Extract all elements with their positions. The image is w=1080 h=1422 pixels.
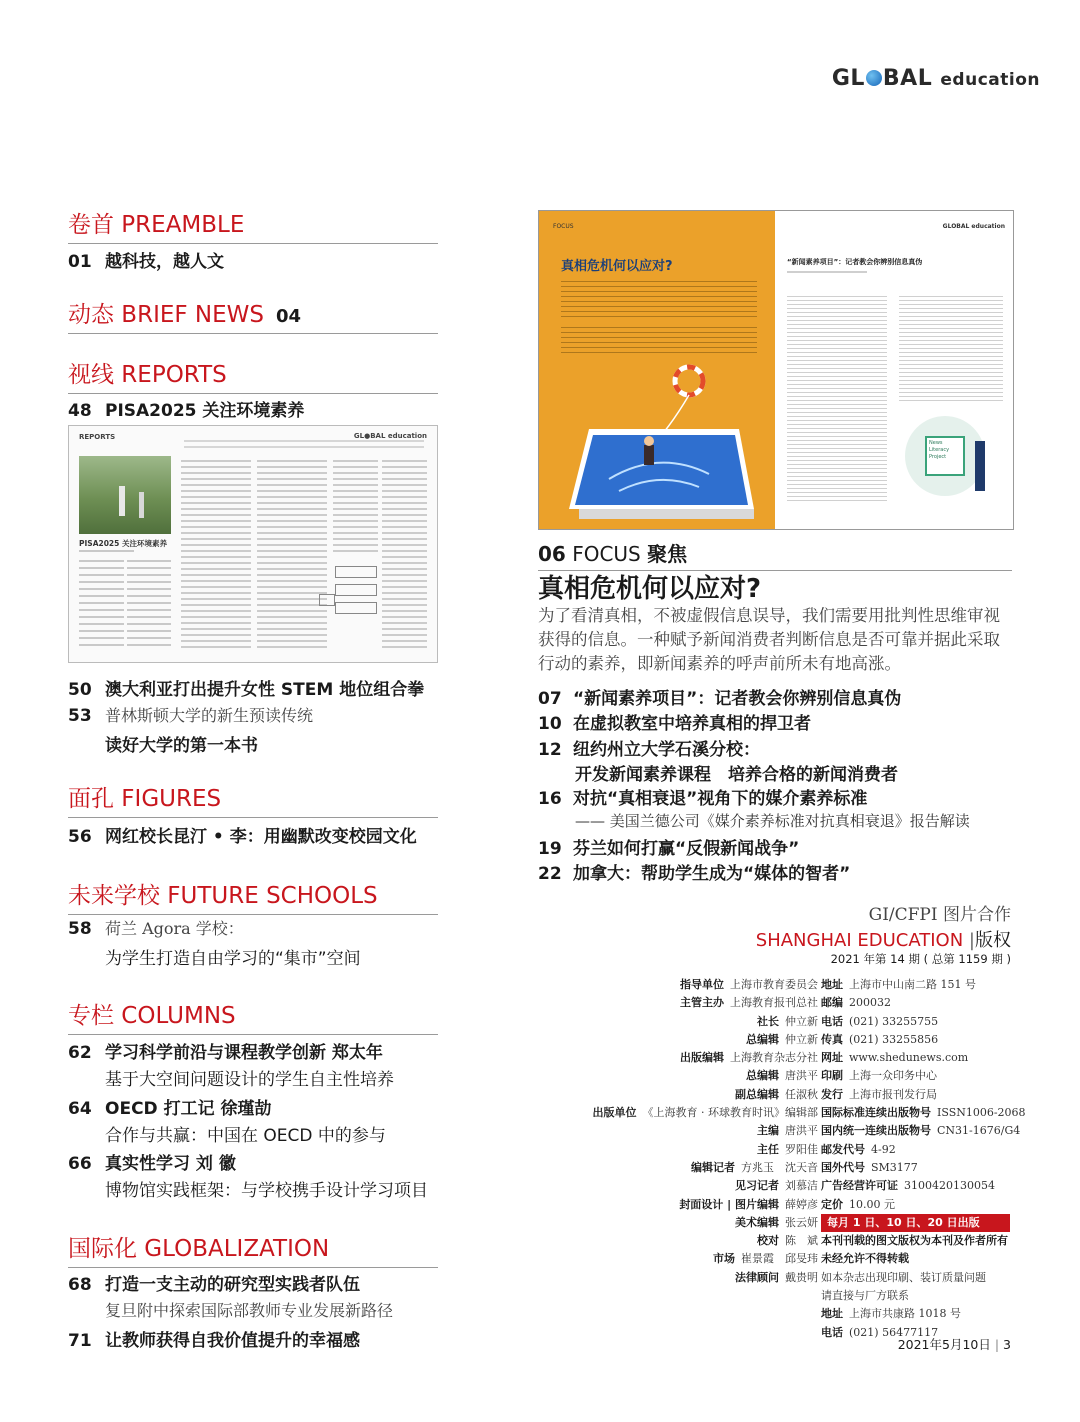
toc-item[interactable]: 53 普林斯顿大学的新生预读传统 [68, 706, 314, 726]
rights-notice: 未经允许不得转载 [821, 1252, 909, 1266]
toc-item[interactable]: 58 荷兰 Agora 学校： [68, 919, 244, 939]
page-footer: 2021年5月10日 | 3 [897, 1337, 1011, 1352]
info-row: 传真 (021) 33255856 [821, 1032, 939, 1046]
masthead-row: 出版编辑 上海教育杂志分社 [680, 1051, 818, 1065]
masthead-row: 指导单位 上海市教育委员会 [680, 978, 818, 991]
thumb-label: REPORTS [79, 433, 116, 441]
issue-number: 2021 年第 14 期 ( 总第 1159 期 ) [830, 952, 1011, 966]
publication-info [821, 976, 1026, 1342]
focus-heading: 06 FOCUS 聚焦 [538, 538, 1012, 571]
focus-thumb-right-title: “新闻素养项目”：记者教会你辨别信息真伪 [787, 258, 923, 266]
masthead-row: 校对 陈 斌 [757, 1234, 818, 1248]
toc-item[interactable]: 66 真实性学习 刘 徽 [68, 1154, 236, 1174]
masthead-row: 美术编辑 张云妍 [735, 1215, 818, 1229]
toc-item[interactable]: 19 芬兰如何打赢“反假新闻战争” [538, 839, 800, 859]
toc-subtitle: 开发新闻素养课程 培养合格的新闻消费者 [575, 765, 898, 785]
section-reports: 视线 REPORTS [68, 356, 438, 394]
toc-item[interactable]: 12 纽约州立大学石溪分校： [538, 740, 760, 760]
info-row: 电话 (021) 56477117 [821, 1325, 939, 1339]
globe-icon [866, 70, 882, 86]
publisher-line: SHANGHAI EDUCATION |版权 [755, 930, 1011, 951]
toc-subtitle: 读好大学的第一本书 [105, 736, 258, 756]
toc-subtitle: —— 美国兰德公司《媒介素养标准对抗真相衰退》报告解读 [575, 812, 970, 830]
focus-thumb-logo: GLOBAL education [942, 223, 1005, 230]
info-row: 地址 上海市中山南二路 151 号 [821, 978, 976, 991]
info-row: 发行 上海市报刊发行局 [821, 1087, 937, 1101]
toc-subtitle: 为学生打造自由学习的“集市”空间 [105, 949, 361, 969]
masthead-row: 编辑记者 方兆玉 沈天音 [691, 1160, 818, 1174]
toc-item[interactable]: 64 OECD 打工记 徐瑾劼 [68, 1099, 272, 1119]
masthead-row: 总编辑 唐洪平 [746, 1069, 818, 1083]
toc-item[interactable]: 22 加拿大：帮助学生成为“媒体的智者” [538, 864, 851, 884]
toc-item[interactable]: 62 学习科学前沿与课程教学创新 郑太年 [68, 1043, 383, 1063]
toc-item[interactable]: 50 澳大利亚打出提升女性 STEM 地位组合拳 [68, 680, 425, 700]
masthead-row: 封面设计 | 图片编辑 薛婷彦 [679, 1197, 818, 1211]
info-row: 网址 www.shedunews.com [821, 1051, 969, 1065]
toc-item[interactable]: 68 打造一支主动的研究型实践者队伍 [68, 1275, 360, 1295]
info-row: 国内统一连续出版物号 CN31-1676/G4 [821, 1124, 1021, 1138]
toc-item[interactable]: 07 “新闻素养项目”：记者教会你辨别信息真伪 [538, 689, 902, 709]
section-brief-news: 动态 BRIEF NEWS 04 [68, 296, 438, 334]
masthead-row: 主管主办 上海教育报刊总社 [680, 996, 818, 1010]
info-row: 国外代号 SM3177 [821, 1160, 918, 1174]
masthead-row: 市场 崔景霞 邱旻玮 [713, 1252, 818, 1266]
toc-item[interactable]: 48 PISA2025 关注环境素养 [68, 401, 305, 421]
focus-thumb-title: 真相危机何以应对? [561, 259, 673, 274]
masthead-row: 法律顾问 戴贵明 [735, 1270, 818, 1284]
focus-description: 为了看清真相，不被虚假信息误导，我们需要用批判性思维审视获得的信息。一种赋予新闻消费者判断信息是否可靠并据此采取行动的素养，即新闻素养的呼声前所未有地高涨。 [538, 606, 1000, 673]
nlp-sign: News Literacy Project [925, 436, 965, 476]
masthead-row: 出版单位 《上海教育 · 环球教育时讯》编辑部 [592, 1106, 818, 1120]
info-row: 广告经营许可证 3100420130054 [821, 1179, 995, 1193]
focus-title[interactable]: 真相危机何以应对? [538, 574, 762, 604]
quality-notice: 请直接与厂方联系 [821, 1289, 909, 1303]
section-columns: 专栏 COLUMNS [68, 997, 438, 1035]
masthead-row: 主编 唐洪平 [757, 1124, 818, 1138]
quality-notice: 如本杂志出现印刷、装订质量问题 [821, 1270, 986, 1284]
masthead-row: 社长 仲立新 [757, 1014, 818, 1028]
toc-item[interactable]: 16 对抗“真相衰退”视角下的媒介素养标准 [538, 789, 868, 809]
magazine-logo: GL BAL education [831, 66, 1040, 91]
info-row: 电话 (021) 33255755 [821, 1014, 939, 1028]
section-future-schools: 未来学校 FUTURE SCHOOLS [68, 877, 438, 915]
reports-thumbnail [68, 425, 438, 663]
section-preamble: 卷首 PREAMBLE [68, 206, 438, 244]
info-row: 印刷 上海一众印务中心 [821, 1069, 937, 1083]
masthead-row: 见习记者 刘慕洁 [735, 1179, 818, 1193]
info-row: 地址 上海市共康路 1018 号 [821, 1307, 961, 1321]
toc-item[interactable]: 01 越科技，越人文 [68, 252, 224, 272]
tablet-illustration [539, 359, 775, 529]
toc-subtitle: 博物馆实践框架：与学校携手设计学习项目 [105, 1181, 428, 1201]
focus-thumb-label: FOCUS [553, 223, 574, 230]
toc-subtitle: 合作与共赢：中国在 OECD 中的参与 [105, 1126, 386, 1146]
toc-item[interactable]: 71 让教师获得自我价值提升的幸福感 [68, 1331, 360, 1351]
masthead-row: 主任 罗阳佳 [757, 1142, 818, 1156]
masthead-list [593, 976, 819, 1287]
photo-credit: GI/CFPI 图片合作 [868, 905, 1011, 925]
masthead-row: 总编辑 仲立新 [746, 1032, 818, 1046]
toc-item[interactable]: 10 在虚拟教室中培养真相的捍卫者 [538, 714, 811, 734]
thumb-caption: PISA2025 关注环境素养 [79, 539, 167, 548]
schedule-banner: 每月 1 日、10 日、20 日出版 [821, 1214, 1026, 1232]
masthead-row: 副总编辑 任淑秋 [735, 1087, 818, 1101]
toc-subtitle: 基于大空间问题设计的学生自主性培养 [105, 1070, 394, 1090]
info-row: 定价 10.00 元 [821, 1197, 895, 1211]
field-photo [79, 456, 171, 534]
info-row: 邮发代号 4-92 [821, 1142, 896, 1156]
rights-notice: 本刊刊载的图文版权为本刊及作者所有 [821, 1234, 1008, 1248]
info-row: 国际标准连续出版物号 ISSN1006-2068 [821, 1106, 1026, 1120]
focus-thumbnail [538, 210, 1014, 530]
thumb-logo: GL●BAL education [353, 432, 427, 440]
section-globalization: 国际化 GLOBALIZATION [68, 1230, 438, 1268]
toc-item[interactable]: 56 网红校长昆汀 • 李：用幽默改变校园文化 [68, 827, 417, 847]
info-row: 邮编 200032 [821, 996, 891, 1010]
toc-subtitle: 复旦附中探索国际部教师专业发展新路径 [105, 1301, 394, 1320]
section-figures: 面孔 FIGURES [68, 780, 438, 818]
